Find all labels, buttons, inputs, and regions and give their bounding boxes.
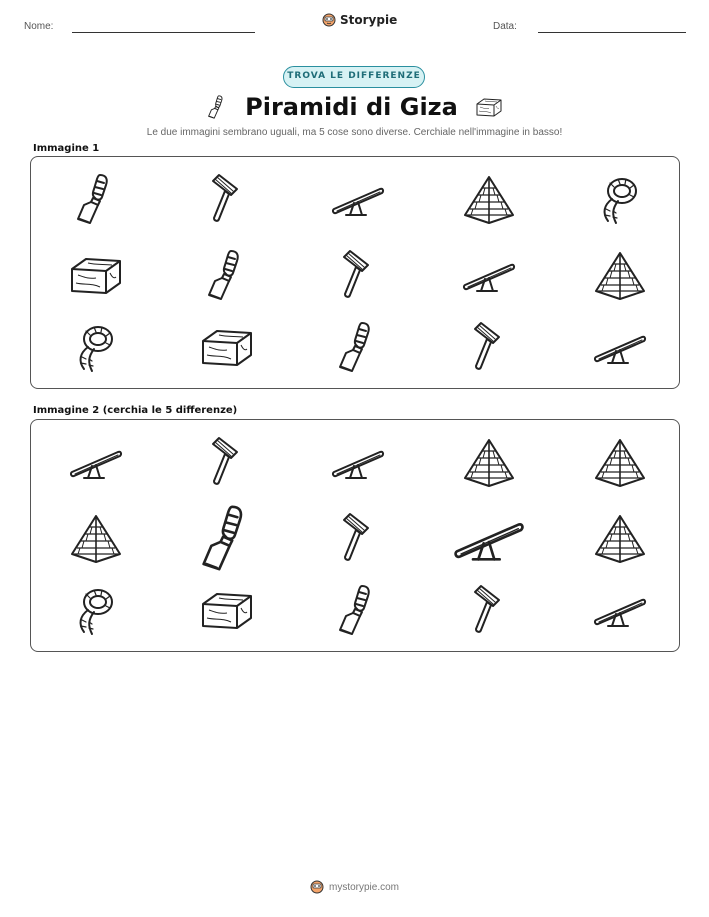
storypie-mascot-icon: [322, 13, 336, 27]
page-title: Piramidi di Giza: [245, 93, 458, 121]
image1-hammer-icon[interactable]: [459, 317, 519, 377]
image2-stone-block-icon[interactable]: [197, 580, 257, 640]
image2-label: Immagine 2 (cerchia le 5 differenze): [33, 405, 238, 416]
title-row: [0, 90, 709, 124]
image2-chisel-icon[interactable]: [328, 580, 388, 640]
date-field-line[interactable]: [538, 32, 686, 33]
image1-lever-icon[interactable]: [590, 317, 650, 377]
brand-logo: [322, 13, 397, 27]
date-label: Data:: [493, 21, 517, 32]
stone-block-icon: [472, 92, 506, 122]
image1-rope-icon[interactable]: [590, 169, 650, 229]
chisel-icon: [203, 91, 231, 123]
image1-panel: [30, 156, 680, 389]
image2-lever-icon[interactable]: [328, 432, 388, 492]
activity-badge: TROVA LE DIFFERENZE: [283, 66, 425, 88]
image2-pyramid-icon[interactable]: [66, 508, 126, 568]
brand-name: Storypie: [340, 13, 398, 27]
image2-hammer-icon[interactable]: [328, 508, 388, 568]
image1-hammer-icon[interactable]: [328, 245, 388, 305]
image2-hammer-icon[interactable]: [459, 580, 519, 640]
image2-lever-icon[interactable]: [590, 580, 650, 640]
image2-hammer-icon[interactable]: [197, 432, 257, 492]
image1-lever-icon[interactable]: [328, 169, 388, 229]
image2-rope-icon[interactable]: [66, 580, 126, 640]
name-field-line[interactable]: [72, 32, 255, 33]
storypie-mascot-icon: [310, 880, 324, 894]
image1-stone-block-icon[interactable]: [66, 245, 126, 305]
image1-pyramid-icon[interactable]: [590, 245, 650, 305]
image1-chisel-icon[interactable]: [328, 317, 388, 377]
image1-pyramid-icon[interactable]: [459, 169, 519, 229]
image2-lever-icon[interactable]: [449, 498, 529, 578]
image2-pyramid-icon[interactable]: [590, 508, 650, 568]
image2-panel: [30, 419, 680, 652]
footer: [0, 880, 709, 894]
image1-lever-icon[interactable]: [459, 245, 519, 305]
image1-chisel-icon[interactable]: [66, 169, 126, 229]
image1-rope-icon[interactable]: [66, 317, 126, 377]
image2-pyramid-icon[interactable]: [590, 432, 650, 492]
image1-stone-block-icon[interactable]: [197, 317, 257, 377]
image2-lever-icon[interactable]: [66, 432, 126, 492]
footer-url[interactable]: mystorypie.com: [328, 881, 399, 893]
worksheet-header: [0, 0, 709, 50]
image2-pyramid-icon[interactable]: [459, 432, 519, 492]
image1-label: Immagine 1: [33, 143, 100, 154]
instructions: Le due immagini sembrano uguali, ma 5 cose sono diverse. Cerchiale nell'immagine in basso!: [146, 127, 563, 138]
image1-chisel-icon[interactable]: [197, 245, 257, 305]
image1-hammer-icon[interactable]: [197, 169, 257, 229]
image2-chisel-icon[interactable]: [188, 499, 266, 577]
name-label: Nome:: [24, 21, 54, 32]
